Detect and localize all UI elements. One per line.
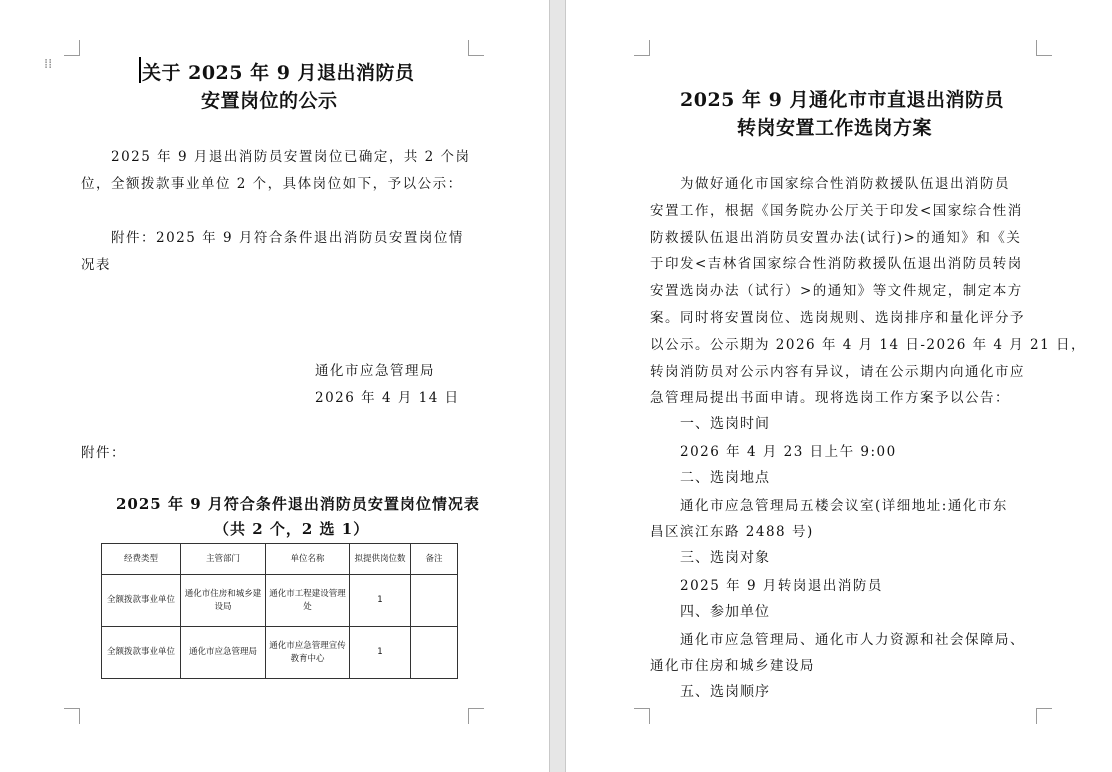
margin-mark-bottom-left: [64, 708, 80, 724]
attachment-note-line2: 况表: [81, 257, 111, 273]
plan-paragraph-line: 防救援队伍退出消防员安置办法(试行)>的通知》和《关: [650, 229, 1022, 246]
signature-org: 通化市应急管理局: [315, 363, 435, 379]
table-row: [102, 575, 458, 627]
section-heading: 二、选岗地点: [680, 469, 770, 486]
cell-funding-type: 全额拨款事业单位: [102, 627, 181, 679]
header-remarks: 备注: [411, 544, 458, 575]
margin-mark-bottom-right: [468, 708, 484, 724]
margin-mark-top-right: [468, 40, 484, 56]
plan-paragraph-line: 急管理局提出书面申请。现将选岗工作方案予以公告：: [650, 390, 1010, 407]
cell-remarks: [411, 575, 458, 627]
table-header-row: [102, 544, 458, 575]
attachment-label: 附件：: [81, 445, 126, 461]
margin-mark-top-left: [634, 40, 650, 56]
plan-paragraph-line: 安置工作，根据《国务院办公厅关于印发<国家综合性消: [650, 202, 1023, 219]
margin-mark-top-right: [1036, 40, 1052, 56]
margin-mark-bottom-right: [1036, 708, 1052, 724]
table-subcaption: （共 2 个，2 选 1）: [214, 520, 370, 538]
margin-mark-bottom-left: [634, 708, 650, 724]
plan-paragraph-line: 案。同时将安置岗位、选岗规则、选岗排序和量化评分予: [650, 310, 1025, 326]
header-unit-name: 单位名称: [266, 544, 350, 575]
plan-paragraph-line: 安置选岗办法（试行）>的通知》等文件规定，制定本方: [650, 283, 1023, 300]
section-heading: 五、选岗顺序: [680, 684, 770, 701]
attachment-note-line1: 附件：2025 年 9 月符合条件退出消防员安置岗位情: [111, 230, 464, 246]
notice-title-line1: 关于 2025 年 9 月退出消防员: [142, 62, 415, 84]
notice-title-line2: 安置岗位的公示: [201, 90, 338, 112]
cell-department: 通化市住房和城乡建设局: [181, 575, 266, 627]
plan-title-line2: 转岗安置工作选岗方案: [737, 117, 933, 139]
positions-table: [101, 543, 458, 679]
header-funding-type: 经费类型: [102, 544, 181, 575]
section-body-line: 通化市应急管理局五楼会议室(详细地址:通化市东: [680, 497, 1008, 514]
plan-paragraph-line: 转岗消防员对公示内容有异议，请在公示期内向通化市应: [650, 363, 1025, 380]
text-cursor: [139, 57, 141, 83]
cell-remarks: [411, 627, 458, 679]
section-body-line: 通化市应急管理局、通化市人力资源和社会保障局、: [680, 631, 1025, 648]
plan-paragraph-line: 以公示。公示期为 2026 年 4 月 14 日-2026 年 4 月 21 日，: [650, 336, 1087, 353]
notice-paragraph-line1: 2025 年 9 月退出消防员安置岗位已确定，共 2 个岗: [111, 149, 471, 165]
plan-paragraph-line: 于印发<吉林省国家综合性消防救援队伍退出消防员转岗: [650, 256, 1023, 273]
margin-mark-top-left: [64, 40, 80, 56]
section-heading: 三、选岗对象: [680, 550, 770, 567]
section-body-line: 通化市住房和城乡建设局: [650, 658, 815, 675]
section-heading: 四、参加单位: [680, 603, 770, 620]
notice-paragraph-line2: 位，全额拨款事业单位 2 个，具体岗位如下，予以公示：: [81, 176, 463, 192]
section-body-line: 昌区滨江东路 2488 号): [650, 524, 814, 541]
section-body-line: 2025 年 9 月转岗退出消防员: [680, 578, 883, 594]
section-body-line: 2026 年 4 月 23 日上午 9:00: [680, 444, 897, 460]
cell-position-count: 1: [350, 575, 411, 627]
page-gutter: [549, 0, 566, 772]
left-document-page: [0, 0, 549, 772]
table-row: [102, 627, 458, 679]
section-heading: 一、选岗时间: [680, 416, 770, 433]
cell-department: 通化市应急管理局: [181, 627, 266, 679]
header-position-count: 拟提供岗位数: [350, 544, 411, 575]
cell-position-count: 1: [350, 627, 411, 679]
cell-funding-type: 全额拨款事业单位: [102, 575, 181, 627]
drag-handle-icon[interactable]: ⁞⁞: [44, 57, 53, 72]
signature-date: 2026 年 4 月 14 日: [315, 390, 460, 406]
table-caption: 2025 年 9 月符合条件退出消防员安置岗位情况表: [116, 495, 480, 513]
right-document-page: [566, 0, 1112, 772]
cell-unit-name: 通化市应急管理宣传教育中心: [266, 627, 350, 679]
header-department: 主管部门: [181, 544, 266, 575]
plan-title-line1: 2025 年 9 月通化市市直退出消防员: [680, 89, 1004, 111]
cell-unit-name: 通化市工程建设管理处: [266, 575, 350, 627]
plan-paragraph-line: 为做好通化市国家综合性消防救援队伍退出消防员: [680, 176, 1010, 192]
